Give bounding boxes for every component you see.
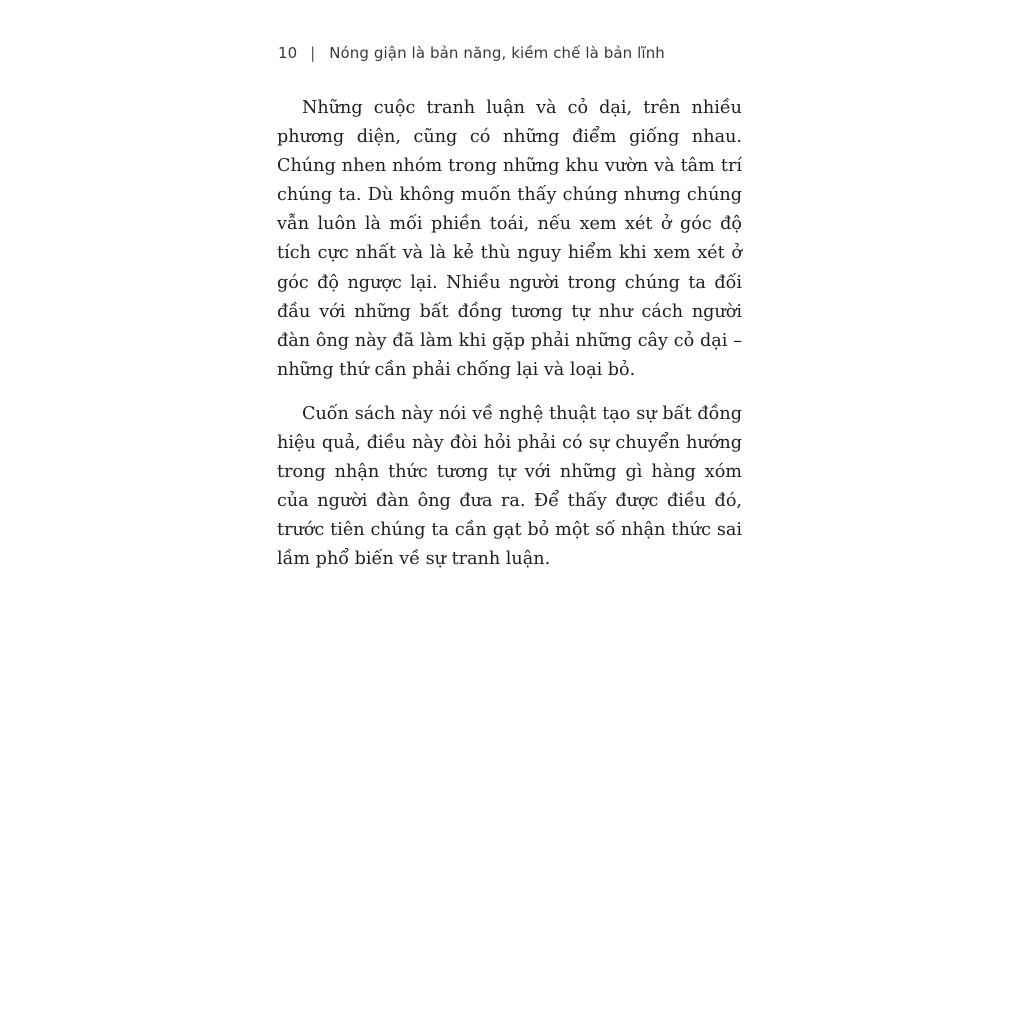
page-number: 10: [278, 44, 298, 62]
paragraph: Những cuộc tranh luận và cỏ dại, trên nhiều phương diện, cũng có những điểm giống nhau. Chúng nhen nhóm trong những khu vườn và tâm trí chúng ta. Dù không muốn thấy chúng nhưng chúng vẫn luôn là mối phiền toái, nếu xem xét ở góc độ tích cực nhất và là kẻ thù nguy hiểm khi xem xét ở góc độ ngược lại. Nhiều người trong chúng ta đối đầu với những bất đồng tương tự như cách người đàn ông này đã làm khi gặp phải những cây cỏ dại – những thứ cần phải chống lại và loại bỏ.: [277, 98, 742, 380]
header-separator: |: [310, 44, 316, 62]
body-text: [277, 94, 742, 575]
paragraph: Cuốn sách này nói về nghệ thuật tạo sự bất đồng hiệu quả, điều này đòi hỏi phải có sự chuyển hướng trong nhận thức tương tự với những gì hàng xóm của người đàn ông đưa ra. Để thấy được điều đó, trước tiên chúng ta cần gạt bỏ một số nhận thức sai lầm phổ biến về sự tranh luận.: [277, 403, 742, 570]
running-header: [278, 44, 665, 62]
book-title: Nóng giận là bản năng, kiềm chế là bản lĩnh: [329, 44, 665, 62]
